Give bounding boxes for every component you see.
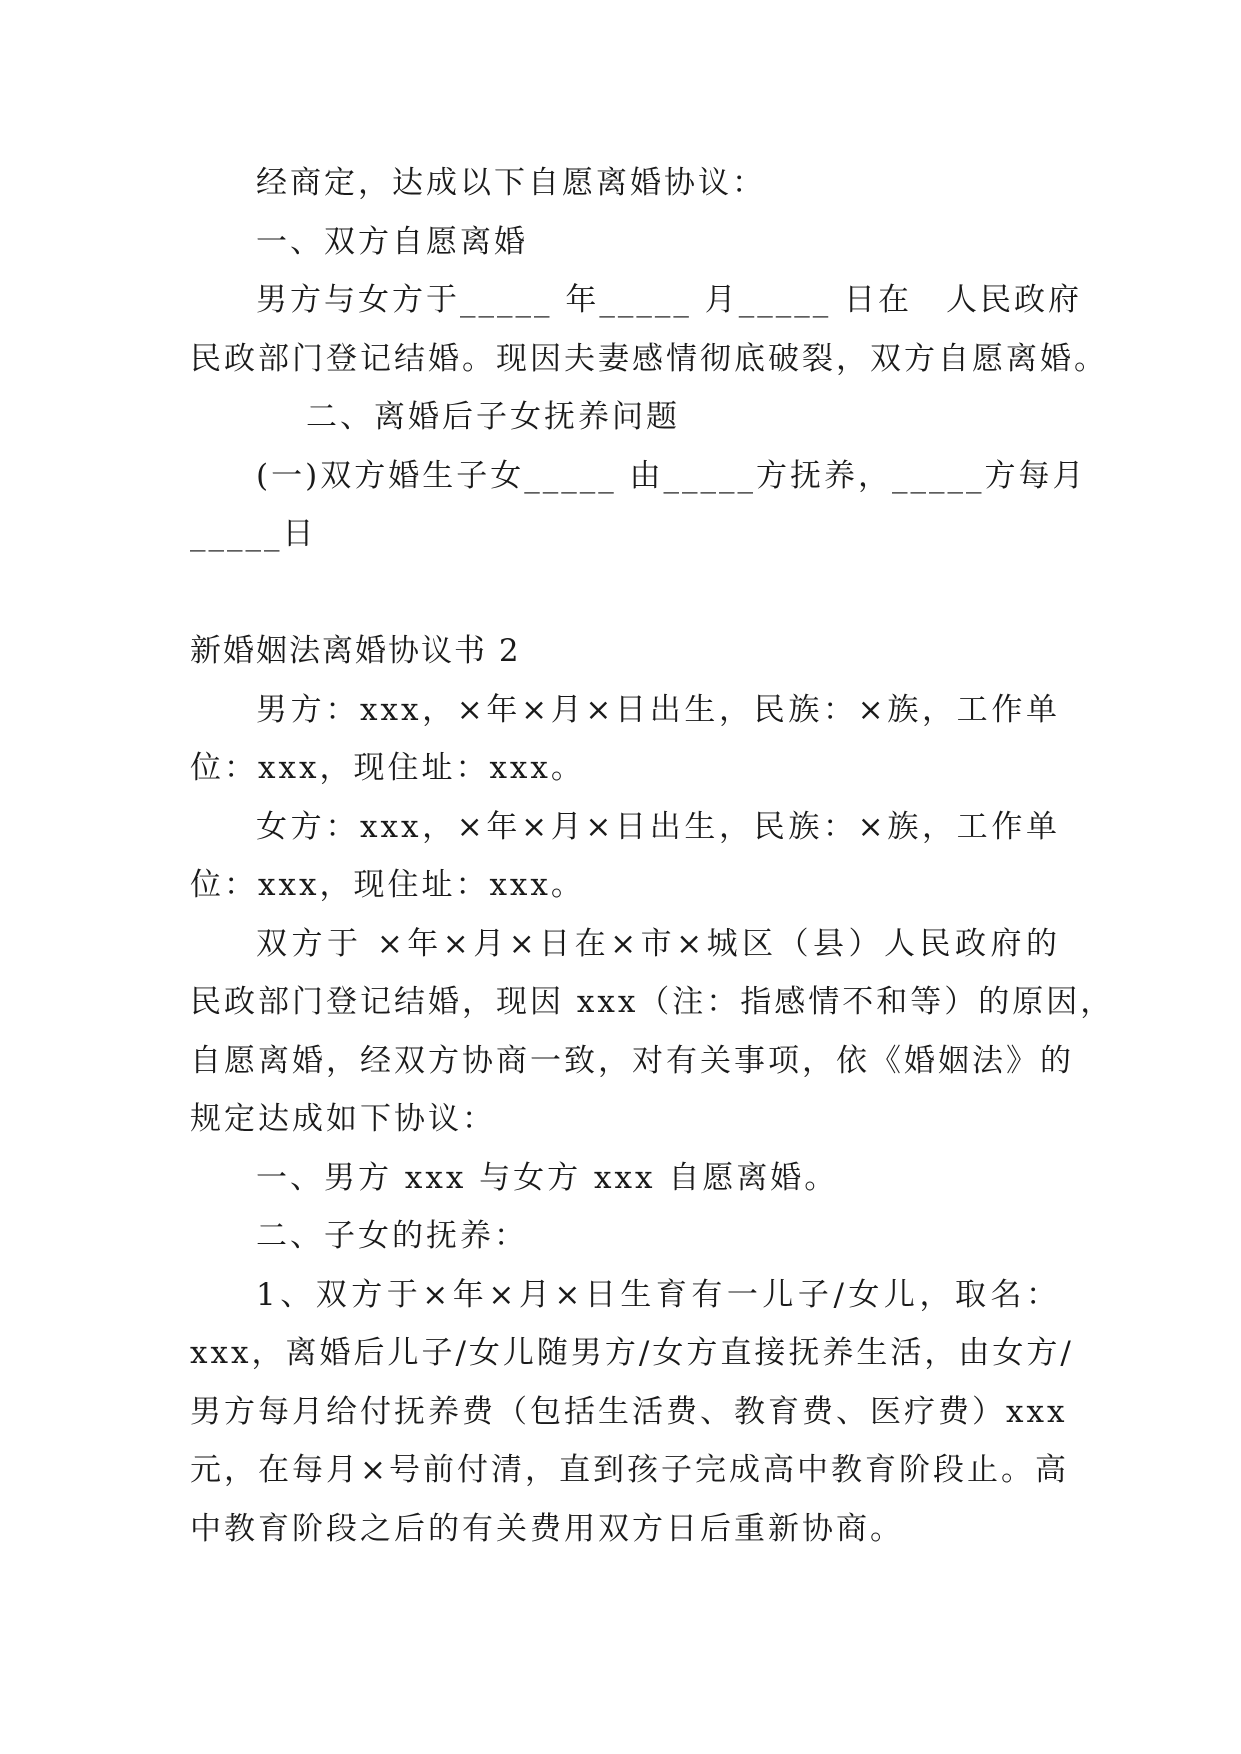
document-body — [190, 154, 1115, 1558]
section-heading: 二、子女的抚养： — [256, 1218, 528, 1254]
paragraph-line: 双方于 ×年×月×日在×市×城区（县）人民政府的 — [256, 925, 1060, 962]
paragraph-line: 经商定，达成以下自愿离婚协议： — [256, 165, 766, 201]
paragraph-line: 民政部门登记结婚。现因夫妻感情彻底破裂，双方自愿离婚。 — [190, 340, 1108, 377]
section-heading: 二、离婚后子女抚养问题 — [306, 399, 680, 435]
paragraph-line: 女方：xxx，×年×月×日出生，民族：×族，工作单 — [256, 808, 1060, 845]
paragraph-line: 民政部门登记结婚，现因 xxx（注：指感情不和等）的原因， — [190, 984, 1115, 1020]
paragraph-line: 规定达成如下协议： — [190, 1101, 496, 1137]
paragraph-line: xxx，离婚后儿子/女儿随男方/女方直接抚养生活，由女方/ — [190, 1335, 1074, 1371]
paragraph-line: _____日 — [190, 516, 317, 552]
paragraph-line: 自愿离婚，经双方协商一致，对有关事项，依《婚姻法》的 — [190, 1042, 1074, 1079]
paragraph-line: 位：xxx，现住址：xxx。 — [190, 750, 585, 786]
paragraph-line: 中教育阶段之后的有关费用双方日后重新协商。 — [190, 1510, 904, 1547]
paragraph-line: 1、双方于×年×月×日生育有一儿子/女儿，取名： — [256, 1276, 1060, 1313]
document-title: 新婚姻法离婚协议书 2 — [190, 633, 521, 669]
paragraph-line: 男方每月给付抚养费（包括生活费、教育费、医疗费）xxx — [190, 1393, 1068, 1430]
paragraph-line: (一)双方婚生子女_____ 由_____方抚养，_____方每月 — [256, 457, 1087, 494]
paragraph-line: 元，在每月×号前付清，直到孩子完成高中教育阶段止。高 — [190, 1452, 1069, 1488]
section-heading: 一、双方自愿离婚 — [256, 223, 528, 260]
paragraph-line: 男方：xxx，×年×月×日出生，民族：×族，工作单 — [256, 691, 1060, 728]
section-gap — [190, 564, 1060, 623]
paragraph-line: 一、男方 xxx 与女方 xxx 自愿离婚。 — [256, 1159, 839, 1196]
paragraph-line: 位：xxx，现住址：xxx。 — [190, 867, 585, 903]
paragraph-line: 男方与女方于_____ 年_____ 月_____ 日在 人民政府 — [256, 282, 1083, 318]
